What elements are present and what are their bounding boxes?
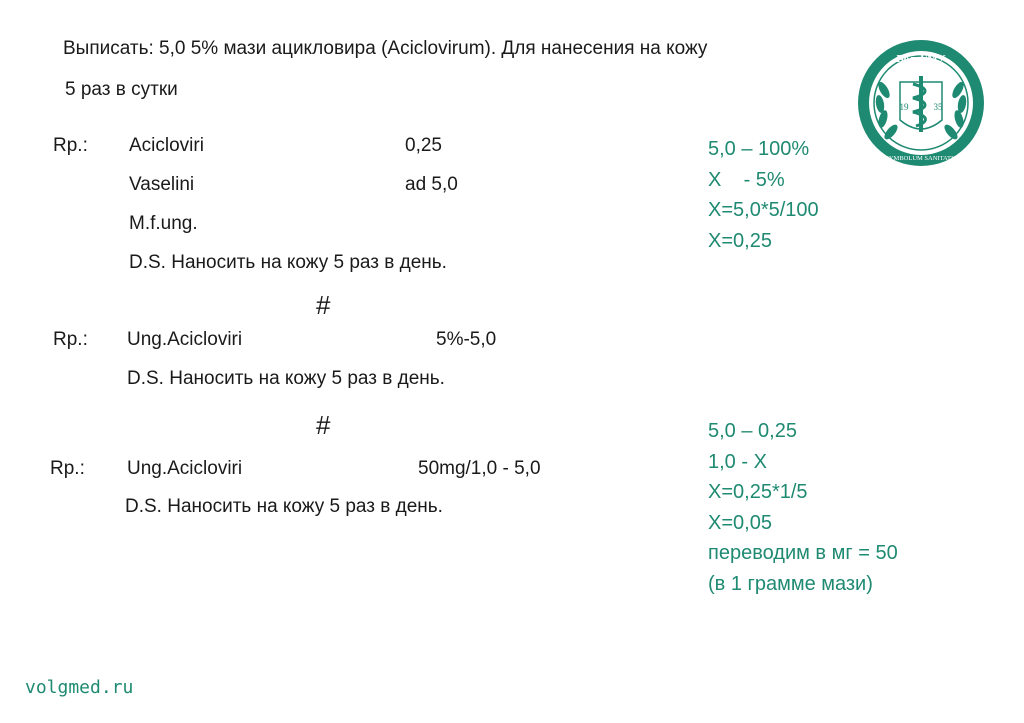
ointment-name: Ung.Aciclоviri: [127, 329, 243, 350]
calculation-block-2: [708, 416, 898, 599]
calc-line: X=5,0*5/100: [708, 199, 819, 221]
calculation-block-1: [708, 134, 819, 256]
ointment-amount: 5%-5,0: [436, 329, 497, 350]
footer-site-link[interactable]: volgmed.ru: [25, 677, 134, 698]
task-line-2: 5 раз в сутки: [65, 79, 178, 100]
separator-hash: #: [316, 410, 331, 440]
logo-top-text: ВолгГМУ: [896, 53, 946, 65]
calc-line: 1,0 - X: [708, 450, 767, 473]
amount-vaselin: ad 5,0: [405, 174, 458, 195]
calc-line: X=0,25*1/5: [708, 481, 808, 503]
separator-hash: #: [316, 290, 331, 320]
signa-line: D.S. Наносить на кожу 5 раз в день.: [125, 496, 443, 517]
calc-line: X - 5%: [708, 168, 785, 191]
ointment-name: Ung.Aciclоviri: [127, 458, 243, 479]
calc-line: X=0,05: [708, 511, 772, 534]
logo-bottom-text: SYMBOLUM SANITATIS: [885, 155, 957, 162]
task-line-1: Выписать: 5,0 5% мази ацикловира (Aciclovirum). Для нанесения на кожу: [63, 38, 708, 59]
mf-line: M.f.ung.: [129, 213, 198, 234]
rp-label: Rp.:: [50, 458, 85, 479]
university-logo: [856, 38, 986, 168]
signa-line: D.S. Наносить на кожу 5 раз в день.: [127, 368, 445, 389]
logo-year-left: 19: [899, 102, 909, 112]
ingredient-aciclovir: Aciclоviri: [129, 135, 204, 156]
calc-line: (в 1 грамме мази): [708, 572, 873, 595]
calc-line: 5,0 – 0,25: [708, 420, 797, 442]
rp-label: Rp.:: [53, 135, 88, 156]
signa-line: D.S. Наносить на кожу 5 раз в день.: [129, 252, 447, 273]
calc-line: X=0,25: [708, 229, 772, 252]
ingredient-vaselin: Vaselini: [129, 174, 195, 195]
seal-emblem-icon: [856, 38, 986, 168]
logo-year-right: 35: [933, 102, 943, 112]
calc-line: 5,0 – 100%: [708, 138, 810, 160]
amount-aciclovir: 0,25: [405, 135, 442, 156]
calc-line: переводим в мг = 50: [708, 542, 898, 564]
rp-label: Rp.:: [53, 329, 88, 350]
ointment-amount: 50mg/1,0 - 5,0: [418, 458, 541, 479]
